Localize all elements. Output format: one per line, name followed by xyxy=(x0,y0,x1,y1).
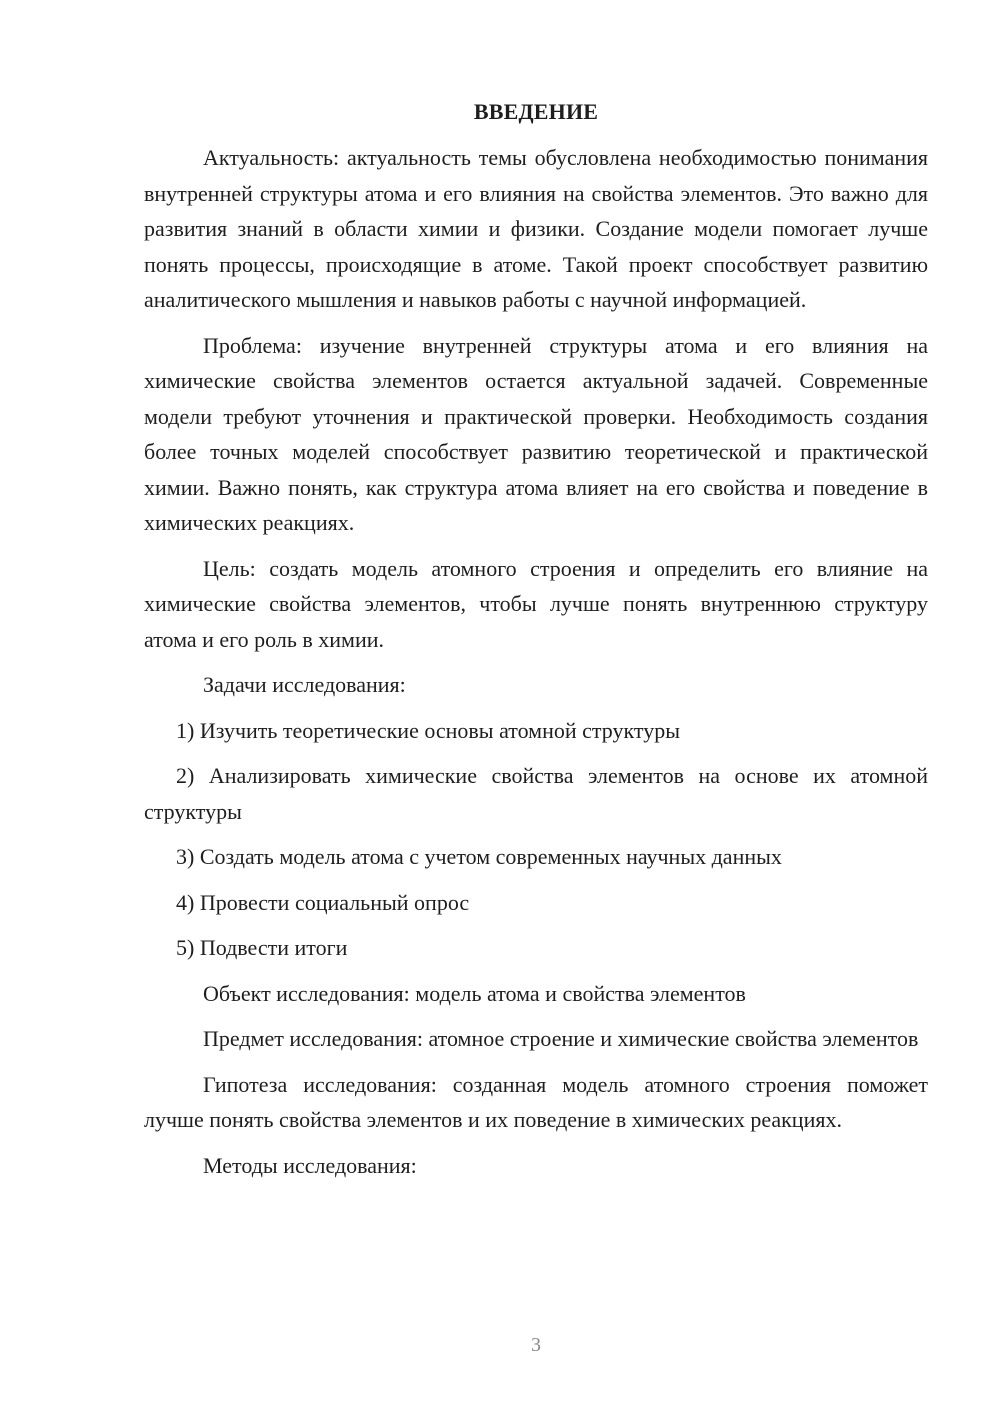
page-title: ВВЕДЕНИЕ xyxy=(473,99,599,124)
task-item-3: 3) Создать модель атома с учетом современных научных данных xyxy=(176,844,782,869)
page-number: 3 xyxy=(531,1334,541,1356)
task-item-1: 1) Изучить теоретические основы атомной структуры xyxy=(176,717,681,743)
paragraph-relevance: Актуальность: актуальность темы обусловлена необходимостью понимания внутренней структуры атома и его влияния на свойства элементов. Это важно для развития знаний в области химии и физики. Создание модели помогает лучше понять процессы, происходящие в атоме. Такой проект способствует развитию аналитического мышления и навыков работы с научной информацией. xyxy=(144,145,928,312)
paragraph-hypothesis: Гипотеза исследования: созданная модель атомного строения поможет лучше понять свойства элементов и их поведение в химических реакциях. xyxy=(144,1071,928,1132)
paragraph-problem: Проблема: изучение внутренней структуры атома и его влияния на химические свойства элементов остается актуальной задачей. Современные модели требуют уточнения и практической проверки. Необходимость создания более точных моделей способствует развитию теоретической и практической химии. Важно понять, как структура атома влияет на его свойства и поведение в химических реакциях. xyxy=(144,332,928,535)
task-item-5: 5) Подвести итоги xyxy=(176,935,348,960)
paragraph-object: Объект исследования: модель атома и свойства элементов xyxy=(203,980,746,1006)
task-item-2: 2) Анализировать химические свойства элементов на основе их атомной структуры xyxy=(144,763,928,824)
paragraph-goal: Цель: создать модель атомного строения и определить его влияние на химические свойства элементов, чтобы лучше понять внутреннюю структуру атома и его роль в химии. xyxy=(144,555,928,652)
body-text xyxy=(144,140,928,1193)
paragraph-methods: Методы исследования: xyxy=(203,1152,417,1178)
paragraph-tasks-heading: Задачи исследования: xyxy=(203,672,406,697)
task-item-4: 4) Провести социальный опрос xyxy=(176,889,470,915)
paragraph-subject: Предмет исследования: атомное строение и химические свойства элементов xyxy=(203,1026,919,1051)
